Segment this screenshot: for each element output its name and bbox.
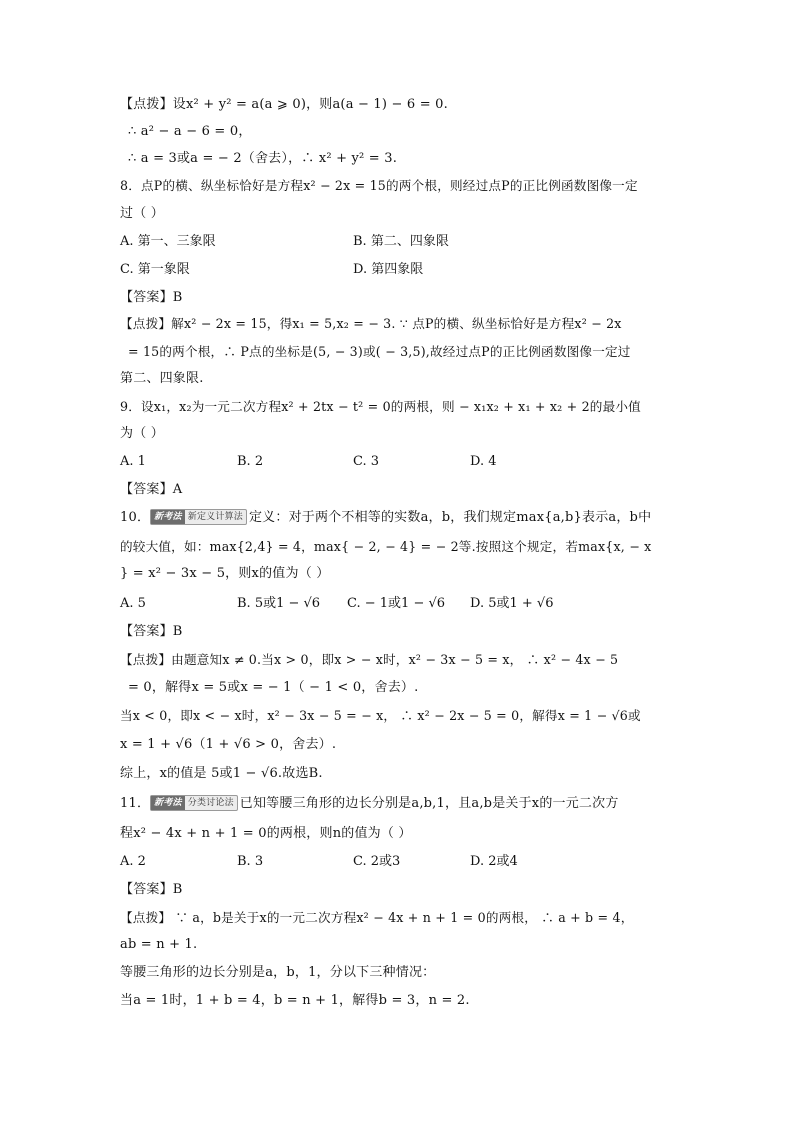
q10-answer: 【答案】B [120, 624, 183, 639]
q11-stem-line-2: 程x² − 4x + n + 1 = 0的两根，则n的值为（ ） [120, 826, 412, 841]
q9-stem-line-1: 9．设x₁，x₂为一元二次方程x² + 2tx − t² = 0的两根，则 − x₁x₂ + x₁ + x₂ + 2的最小值 [120, 399, 641, 414]
q8-stem-line-2: 过（ ） [120, 206, 164, 221]
q8-answer: 【答案】B [120, 290, 183, 305]
q11-hint-line-2: ab = n + 1. [120, 937, 198, 952]
q8-hint-line-3: 第二、四象限. [120, 371, 204, 386]
q11-option-b: B. 3 [237, 854, 264, 869]
q10-option-b: B. 5或1 − √6 [237, 596, 321, 611]
q9-answer: 【答案】A [120, 482, 183, 497]
q10-stem-line-1 [120, 508, 651, 528]
new-method-badge: 新考法 分类讨论法 [150, 795, 238, 811]
q7-hint-line-3: ∴ a = 3或a = − 2（舍去），∴ x² + y² = 3. [128, 151, 398, 166]
q11-option-c: C. 2或3 [353, 854, 401, 869]
q10-stem-text: 定义：对于两个不相等的实数a，b，我们规定max{a,b}表示a，b中 [248, 510, 652, 525]
q10-hint-line-2: = 0，解得x = 5或x = − 1（ − 1 < 0，舍去）. [128, 680, 419, 695]
q8-option-a: A. 第一、三象限 [120, 234, 216, 249]
q11-answer: 【答案】B [120, 882, 183, 897]
q10-hint-line-5: 综上，x的值是 5或1 − √6.故选B. [120, 766, 323, 781]
q7-hint-line-1: 【点拨】设x² + y² = a(a ⩾ 0)，则a(a − 1) − 6 = 0. [120, 97, 448, 112]
q8-option-d: D. 第四象限 [353, 262, 424, 277]
q11-option-d: D. 2或4 [470, 854, 518, 869]
q10-hint-line-4: x = 1 + √6（1 + √6 > 0，舍去）. [120, 737, 337, 752]
q8-option-b: B. 第二、四象限 [353, 234, 449, 249]
q11-hint-line-1: 【点拨】 ∵ a，b是关于x的一元二次方程x² − 4x + n + 1 = 0的两根， ∴ a + b = 4， [120, 910, 634, 925]
q11-number: 11． [120, 796, 151, 811]
q9-option-d: D. 4 [470, 454, 497, 469]
q11-stem-text: 已知等腰三角形的边长分别是a,b,1，且a,b是关于x的一元二次方 [239, 796, 619, 811]
q11-hint-line-4: 当a = 1时，1 + b = 4，b = n + 1，解得b = 3，n = 2. [120, 993, 470, 1008]
q10-number: 10． [120, 510, 151, 525]
q11-stem-line-1 [120, 794, 619, 814]
new-method-badge: 新考法 新定义计算法 [150, 509, 247, 525]
q10-option-c: C. − 1或1 − √6 [347, 596, 446, 611]
q9-option-b: B. 2 [237, 454, 264, 469]
q11-option-a: A. 2 [120, 854, 146, 869]
q10-stem-line-2: 的较大值，如：max{2,4} = 4，max{ − 2, − 4} = − 2等.按照这个规定，若max{x, − x [120, 539, 652, 554]
q8-stem-line-1: 8．点P的横、纵坐标恰好是方程x² − 2x = 15的两个根，则经过点P的正比例函数图像一定 [120, 178, 638, 193]
q10-option-a: A. 5 [120, 596, 146, 611]
q9-option-c: C. 3 [353, 454, 380, 469]
q8-hint-line-2: = 15的两个根，∴ P点的坐标是(5, − 3)或( − 3,5),故经过点P的正比例函数图像一定过 [128, 344, 631, 359]
q11-hint-line-3: 等腰三角形的边长分别是a，b，1，分以下三种情况： [120, 965, 436, 980]
q7-hint-line-2: ∴ a² − a − 6 = 0， [128, 124, 252, 139]
q10-hint-line-3: 当x < 0，即x < − x时，x² − 3x − 5 = − x， ∴ x² − 2x − 5 = 0，解得x = 1 − √6或 [120, 708, 641, 723]
q10-option-d: D. 5或1 + √6 [470, 596, 554, 611]
q8-hint-line-1: 【点拨】解x² − 2x = 15，得x₁ = 5,x₂ = − 3. ∵ 点P的横、纵坐标恰好是方程x² − 2x [120, 316, 622, 331]
q10-hint-line-1: 【点拨】由题意知x ≠ 0.当x > 0，即x > − x时，x² − 3x − 5 = x， ∴ x² − 4x − 5 [120, 652, 619, 667]
q8-option-c: C. 第一象限 [120, 262, 190, 277]
q10-stem-line-3: } = x² − 3x − 5，则x的值为（ ） [120, 566, 330, 581]
q9-option-a: A. 1 [120, 454, 146, 469]
q9-stem-line-2: 为（ ） [120, 426, 164, 441]
